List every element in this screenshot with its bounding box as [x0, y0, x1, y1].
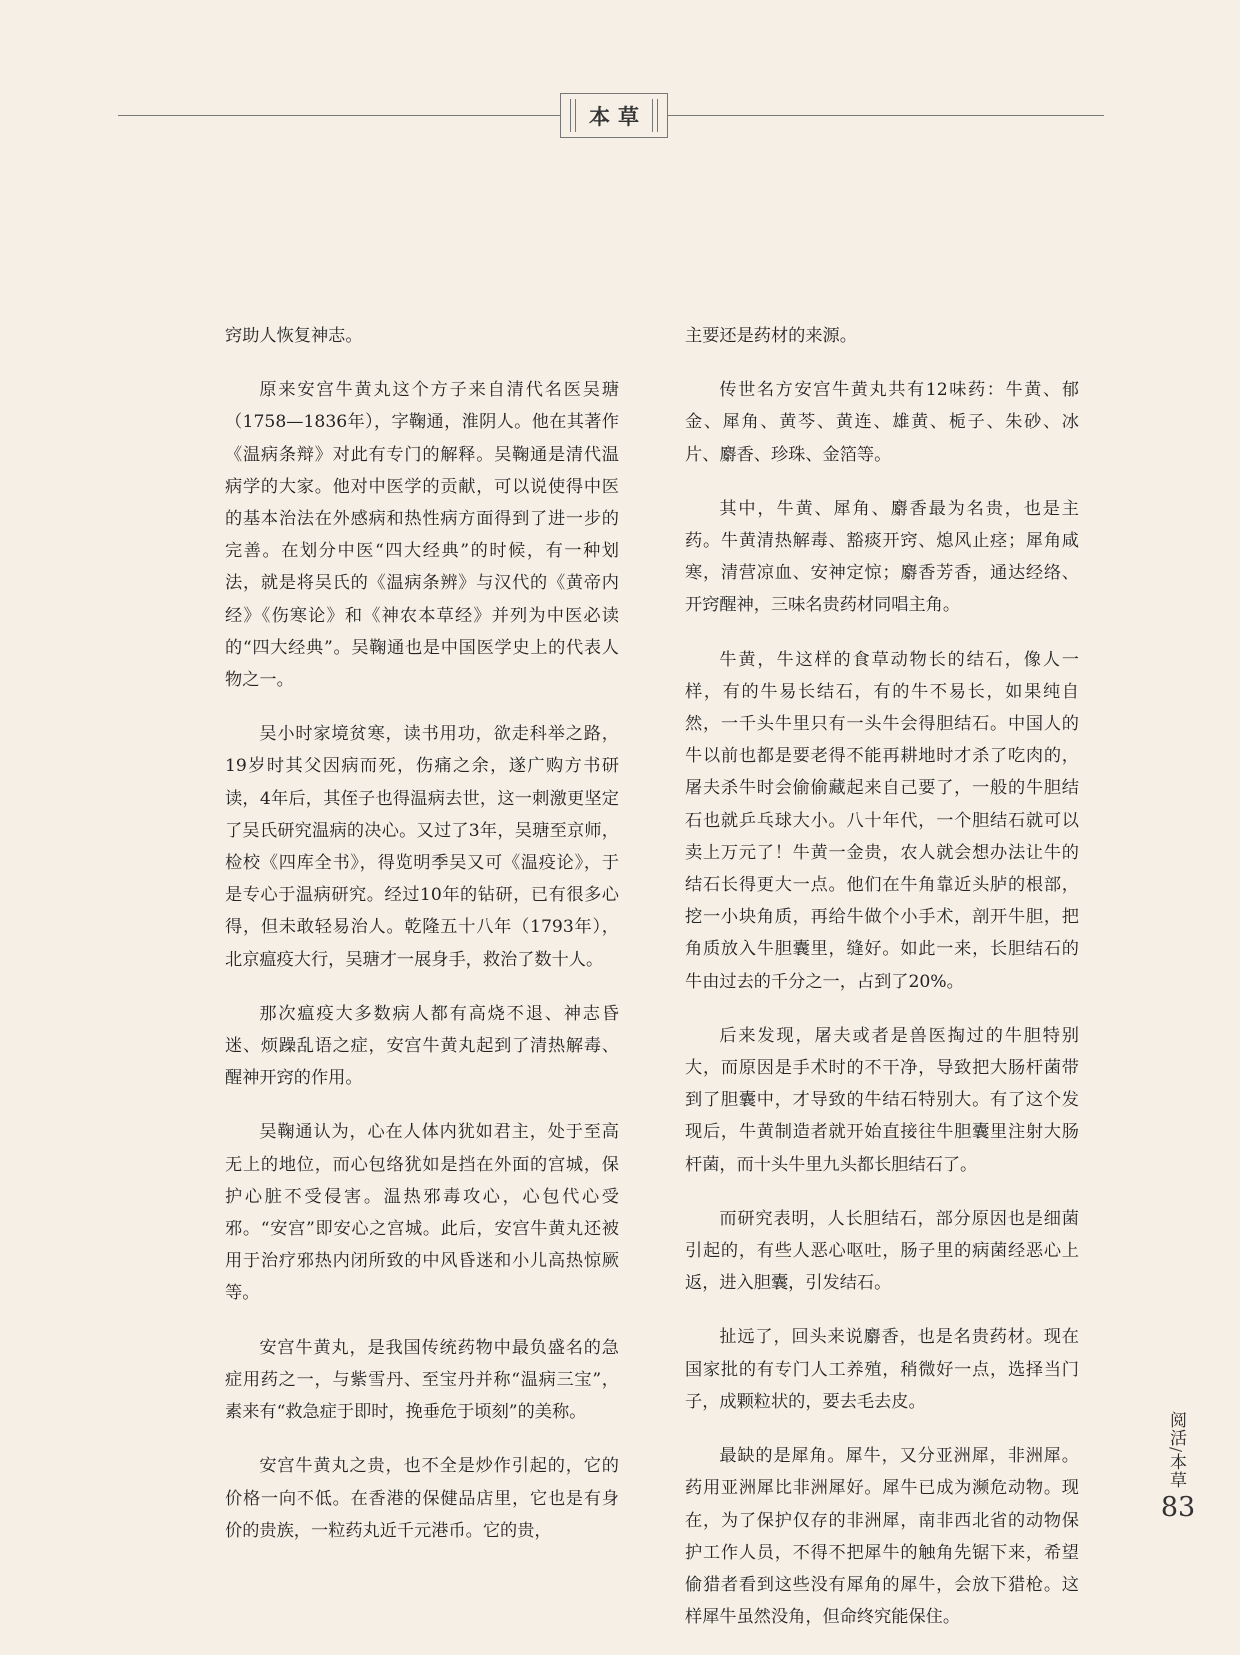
header-rule-right	[668, 115, 1104, 116]
paragraph: 传世名方安宫牛黄丸共有12味药：牛黄、郁金、犀角、黄芩、黄连、雄黄、栀子、朱砂、冰片、麝香、珍珠、金箔等。	[685, 380, 1079, 465]
section-label-b: 本草	[1166, 1453, 1186, 1490]
right-text-column	[685, 320, 1079, 1655]
header-rule-left	[118, 115, 560, 116]
running-section-label	[1163, 1411, 1189, 1489]
paragraph: 后来发现，屠夫或者是兽医掏过的牛胆特别大，而原因是手术时的不干净，导致把大肠杆菌带到了胆囊中，才导致的牛结石特别大。有了这个发现后，牛黄制造者就开始直接往牛胆囊里注射大肠杆菌，而十头牛里九头都长胆结石了。	[685, 1025, 1079, 1175]
paragraph: 安宫牛黄丸，是我国传统药物中最负盛名的急症用药之一，与紫雪丹、至宝丹并称“温病三宝”，素来有“救急症于即时，挽垂危于顷刻”的美称。	[225, 1337, 619, 1423]
paragraph: 吴鞠通认为，心在人体内犹如君主，处于至高无上的地位，而心包络犹如是挡在外面的宫城，保护心脏不受侵害。温热邪毒攻心，心包代心受邪。“安宫”即安心之宫城。此后，安宫牛黄丸还被用于治疗邪热内闭所致的中风昏迷和小儿高热惊厥等。	[225, 1122, 619, 1304]
paragraph: 原来安宫牛黄丸这个方子来自清代名医吴瑭（1758—1836年），字鞠通，淮阴人。他在其著作《温病条辩》对此有专门的解释。吴鞠通是清代温病学的大家。他对中医学的贡献，可以说使得中医的基本治法在外感病和热性病方面得到了进一步的完善。在划分中医“四大经典”的时候，有一种划法，就是将吴氏的《温病条辨》与汉代的《黄帝内经》《伤寒论》和《神农本草经》并列为中医必读的“四大经典”。吴鞠通也是中国医学史上的代表人物之一。	[225, 380, 619, 691]
section-separator: /	[1167, 1447, 1185, 1454]
paragraph: 那次瘟疫大多数病人都有高烧不退、神志昏迷、烦躁乱语之症，安宫牛黄丸起到了清热解毒、醒神开窍的作用。	[225, 1003, 619, 1089]
section-title: 本草	[589, 103, 647, 129]
paragraph: 吴小时家境贫寒，读书用功，欲走科举之路，19岁时其父因病而死，伤痛之余，遂广购方书研读，4年后，其侄子也得温病去世，这一刺激更坚定了吴氏研究温病的决心。又过了3年，吴瑭至京师，检校《四库全书》，得览明季吴又可《温疫论》，于是专心于温病研究。经过10年的钻研，已有很多心得，但未敢轻易治人。乾隆五十八年（1793年），北京瘟疫大行，吴瑭才一展身手，救治了数十人。	[225, 724, 619, 970]
page-number: 83	[1160, 1492, 1196, 1523]
paragraph: 最缺的是犀角。犀牛，又分亚洲犀，非洲犀。药用亚洲犀比非洲犀好。犀牛已成为濒危动物。现在，为了保护仅存的非洲犀，南非西北省的动物保护工作人员，不得不把犀牛的触角先锯下来，希望偷猎者看到这些没有犀角的犀牛，会放下猎枪。这样犀牛虽然没角，但命终究能保住。	[685, 1446, 1079, 1628]
header-badge-frame	[570, 99, 658, 132]
paragraph: 安宫牛黄丸之贵，也不全是炒作引起的，它的价格一向不低。在香港的保健品店里，它也是有身价的贵族，一粒药丸近千元港币。它的贵，	[225, 1456, 619, 1541]
section-header-badge	[560, 93, 668, 138]
section-label-a: 阅活	[1166, 1411, 1186, 1447]
paragraph: 其中，牛黄、犀角、麝香最为名贵，也是主药。牛黄清热解毒、豁痰开窍、熄风止痉；犀角咸寒，清营凉血、安神定惊；麝香芳香，通达经络、开窍醒神，三味名贵药材同唱主角。	[685, 498, 1079, 616]
paragraph: 而研究表明，人长胆结石，部分原因也是细菌引起的，有些人恶心呕吐，肠子里的病菌经恶心上返，进入胆囊，引发结石。	[685, 1208, 1079, 1294]
paragraph: 扯远了，回头来说麝香，也是名贵药材。现在国家批的有专门人工养殖，稍微好一点，选择当门子，成颗粒状的，要去毛去皮。	[685, 1327, 1079, 1412]
paragraph: 牛黄，牛这样的食草动物长的结石，像人一样，有的牛易长结石，有的牛不易长，如果纯自然，一千头牛里只有一头牛会得胆结石。中国人的牛以前也都是要老得不能再耕地时才杀了吃肉的，屠夫杀牛时会偷偷藏起来自己要了，一般的牛胆结石也就乒乓球大小。八十年代，一个胆结石就可以卖上万元了！牛黄一金贵，农人就会想办法让牛的结石长得更大一点。他们在牛角靠近头胪的根部，挖一小块角质，再给牛做个小手术，剖开牛胆，把角质放入牛胆囊里，缝好。如此一来，长胆结石的牛由过去的千分之一，占到了20%。	[685, 649, 1079, 992]
left-text-column	[225, 320, 619, 1569]
paragraph: 窍助人恢复神志。	[225, 326, 363, 346]
paragraph: 主要还是药材的来源。	[685, 326, 857, 346]
